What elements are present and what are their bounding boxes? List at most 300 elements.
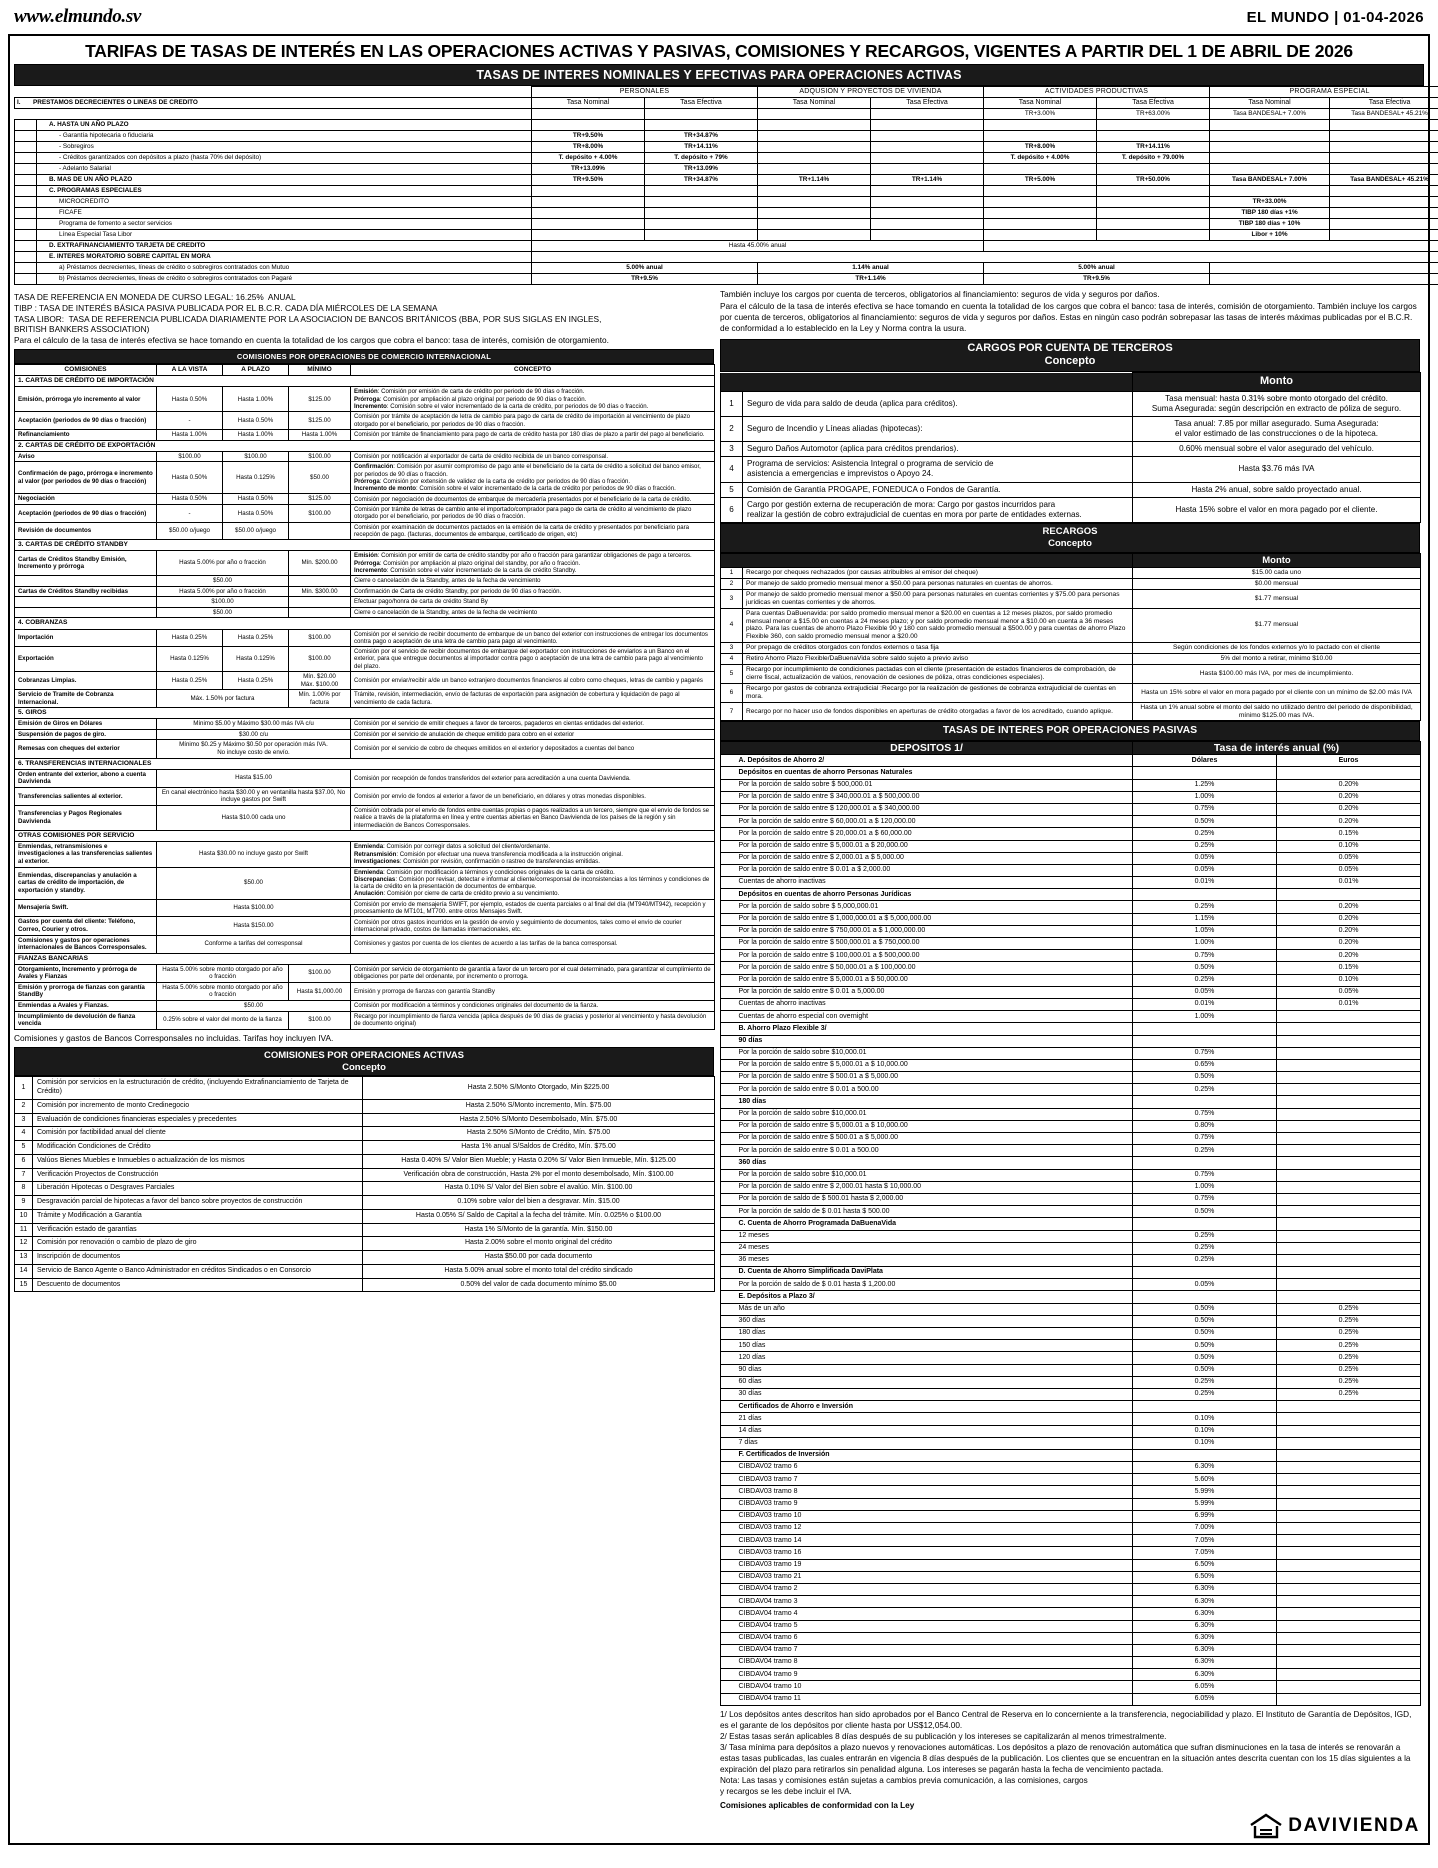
commission-concept: Emisión: Comisión por emisión de carta de crédito por periodo de 90 días o fracción. Prórroga: Comisión por ampliación al plazo original por periodo de 90 días o fracción. Incremento: Comisión sobre el valor incrementado de la carta de crédito, por periodos de 90 días o fracción. bbox=[351, 387, 715, 412]
surcharge-concept: Para cuentas DaBuenavida: por saldo promedio mensual menor a $20.00 en cuentas a 12 meses plazos, por saldo promedio mensual menor a $15.00 en cuentas a 24 meses plazo; y por saldo promedio mensual menor a $10.00 en cuenta a 36 meses plazo. Para las cuentas de ahorro Plazo Flexible 90 y 180 con saldo promedio mensual a $500.00 y para cuentas de ahorro Plazo Flexible 360, con saldo promedio mensual menor a $20.00 bbox=[743, 608, 1133, 643]
rate-cell bbox=[1330, 186, 1438, 197]
row-spacer bbox=[721, 1169, 735, 1181]
rate-cell bbox=[1097, 120, 1210, 131]
rate-eur: 0.01% bbox=[1277, 998, 1421, 1010]
row-number: 11 bbox=[15, 1223, 33, 1237]
rate-cell bbox=[871, 208, 984, 219]
row-label: C. PROGRAMAS ESPECIALES bbox=[37, 186, 532, 197]
table-row bbox=[721, 654, 1421, 665]
surcharge-concept: Por manejo de saldo promedio mensual menor a $50.00 para personas naturales en cuentas de ahorros. bbox=[743, 578, 1133, 589]
deposit-label: Por la porción de saldo sobre $ 500,000.01 bbox=[735, 779, 1133, 791]
commission-value: $50.00 bbox=[157, 867, 351, 899]
commission-concept: Comisión por incremento de monto Credinegocio bbox=[33, 1099, 363, 1113]
row-spacer bbox=[721, 1059, 735, 1071]
row-spacer bbox=[721, 1035, 735, 1047]
row-spacer bbox=[721, 950, 735, 962]
logo-area bbox=[720, 1813, 1420, 1839]
row-number: 8 bbox=[15, 1182, 33, 1196]
commission-concept: Verificación Proyectos de Construcción bbox=[33, 1168, 363, 1182]
table-row bbox=[721, 1620, 1421, 1632]
table-row bbox=[721, 1547, 1421, 1559]
rate-eur bbox=[1277, 1059, 1421, 1071]
rate-cell: TR+1.14% bbox=[758, 175, 871, 186]
row-spacer bbox=[721, 1596, 735, 1608]
subheader-nominal: Tasa Nominal bbox=[532, 98, 645, 109]
table-row bbox=[15, 164, 1438, 175]
table-row bbox=[15, 1278, 715, 1292]
commission-vista: Hasta 0.50% bbox=[157, 387, 223, 412]
rate-usd: 0.25% bbox=[1133, 1145, 1277, 1157]
rate-usd bbox=[1133, 1218, 1277, 1230]
table-row bbox=[721, 901, 1421, 913]
table-row bbox=[15, 1196, 715, 1210]
table-row bbox=[15, 841, 715, 867]
rate-eur bbox=[1277, 1486, 1421, 1498]
page-title: TARIFAS DE TASAS DE INTERÉS EN LAS OPERACIONES ACTIVAS Y PASIVAS, COMISIONES Y RECARGOS, VIGENTES A PARTIR DEL 1 DE ABRIL DE 2026 bbox=[85, 41, 1353, 61]
section-title: 2. CARTAS DE CRÉDITO DE EXPORTACIÓN bbox=[15, 440, 715, 451]
rate-eur: 0.10% bbox=[1277, 974, 1421, 986]
table-row bbox=[15, 964, 715, 982]
table-row bbox=[721, 1303, 1421, 1315]
rate-cell: TR+34.87% bbox=[645, 131, 758, 142]
rate-cell bbox=[984, 164, 1097, 175]
rate-usd: 0.10% bbox=[1133, 1437, 1277, 1449]
table-row bbox=[15, 186, 1438, 197]
rate-eur bbox=[1277, 1291, 1421, 1303]
rate-eur bbox=[1277, 1218, 1421, 1230]
surcharge-concept: Por prepago de créditos otorgados con fondos externos o tasa fija bbox=[743, 643, 1133, 654]
commission-min: $125.00 bbox=[289, 494, 351, 505]
col-comisiones: COMISIONES bbox=[15, 365, 157, 376]
commission-concept: Emisión y prorroga de fianzas con garantía StandBy bbox=[351, 982, 715, 1000]
row-spacer bbox=[721, 1620, 735, 1632]
commission-value: $100.00 bbox=[157, 597, 289, 608]
rate-cell: Tasa BANDESAL+ 45.21% bbox=[1330, 109, 1438, 120]
section-title: 4. COBRANZAS bbox=[15, 618, 715, 629]
row-label: - Créditos garantizados con depósitos a plazo (hasta 70% del depósito) bbox=[37, 153, 532, 164]
charge-amount: Tasa anual: 7.85 por millar asegurado. Suma Asegurada: el valor estimado de las construcciones o de la hipoteca. bbox=[1133, 416, 1421, 441]
rate-cell: TR+50.00% bbox=[1097, 175, 1210, 186]
surcharge-concept: Recargo por cheques rechazados (por causas atribuibles al emisor del cheque) bbox=[743, 567, 1133, 578]
row-number bbox=[15, 197, 37, 208]
table-row bbox=[15, 1182, 715, 1196]
row-spacer bbox=[721, 1559, 735, 1571]
surcharge-amount: $0.00 mensual bbox=[1133, 578, 1421, 589]
charge-amount: Hasta 2% anual, sobre saldo proyectado anual. bbox=[1133, 482, 1421, 497]
commission-min: $100.00 bbox=[289, 964, 351, 982]
rate-cell bbox=[871, 164, 984, 175]
deposit-label: 30 días bbox=[735, 1388, 1133, 1400]
reference-note-line: TASA LIBOR: TASA DE REFERENCIA PUBLICADA DIARIAMENTE POR LA ASOCIACION DE BANCOS BRITÁNICOS (BBA, POR SUS SIGLAS EN INGLES, bbox=[14, 313, 602, 324]
table-row bbox=[721, 1279, 1421, 1291]
comisiones-activas-banner bbox=[14, 1047, 714, 1077]
commission-concept: Comisión por el servicio de anulación de cheque emitido para cobro en el exterior bbox=[351, 729, 715, 740]
rate-eur: 0.15% bbox=[1277, 962, 1421, 974]
commission-min: Mín. 1.00% por factura bbox=[289, 690, 351, 708]
commission-value: Hasta $15.00 bbox=[157, 769, 351, 787]
row-spacer bbox=[721, 1096, 735, 1108]
rate-usd: 0.75% bbox=[1133, 1108, 1277, 1120]
rate-usd: 0.01% bbox=[1133, 877, 1277, 889]
table-row bbox=[721, 816, 1421, 828]
commission-amount: Hasta 2.50% S/Monto de Crédito, Mín. $75.00 bbox=[363, 1127, 715, 1141]
footnote-line: 2/ Estas tasas serán aplicables 8 días después de su publicación y los intereses se capitalizarán al menos trimestralmente. bbox=[720, 1731, 1167, 1741]
table-row bbox=[721, 589, 1421, 608]
table-row bbox=[721, 767, 1421, 779]
row-spacer bbox=[721, 1425, 735, 1437]
rate-cell bbox=[532, 197, 645, 208]
row-spacer bbox=[721, 1364, 735, 1376]
commission-plazo: Hasta 0.50% bbox=[223, 505, 289, 523]
comisiones-activas-title: COMISIONES POR OPERACIONES ACTIVAS bbox=[263, 1049, 465, 1061]
commission-value: Hasta $30.00 no incluye gasto por Swift bbox=[157, 841, 351, 867]
table-row bbox=[721, 1218, 1421, 1230]
commission-min: $100.00 bbox=[289, 647, 351, 672]
table-row bbox=[721, 578, 1421, 589]
commission-name: Emisión de Giros en Dólares bbox=[15, 719, 157, 730]
rate-usd: 6.30% bbox=[1133, 1596, 1277, 1608]
table-row bbox=[721, 852, 1421, 864]
row-spacer bbox=[721, 1230, 735, 1242]
row-number: 4 bbox=[721, 457, 743, 482]
commission-min bbox=[289, 597, 351, 608]
rate-eur bbox=[1277, 1145, 1421, 1157]
row-number: 5 bbox=[721, 482, 743, 497]
rate-cell bbox=[1330, 142, 1438, 153]
pasivas-body bbox=[721, 755, 1421, 1706]
rate-usd: 0.65% bbox=[1133, 1059, 1277, 1071]
row-spacer bbox=[721, 1303, 735, 1315]
section-row bbox=[15, 758, 715, 769]
table-row bbox=[721, 643, 1421, 654]
rate-eur bbox=[1277, 1547, 1421, 1559]
table-row bbox=[15, 1011, 715, 1029]
cargos-terceros-sub: Concepto bbox=[1044, 355, 1096, 368]
rate-eur bbox=[1277, 1023, 1421, 1035]
row-number: 2 bbox=[721, 578, 743, 589]
row-spacer bbox=[721, 962, 735, 974]
rate-usd: 6.05% bbox=[1133, 1681, 1277, 1693]
rate-eur: 0.25% bbox=[1277, 1315, 1421, 1327]
deposit-label: CIBDAV03 tramo 8 bbox=[735, 1486, 1133, 1498]
rate-cell bbox=[758, 164, 871, 175]
deposit-label: Por la porción de saldo entre $ 2,000.01 hasta $ 10,000.00 bbox=[735, 1181, 1133, 1193]
section-title: OTRAS COMISIONES POR SERVICIO bbox=[15, 830, 715, 841]
commission-min: $100.00 bbox=[289, 629, 351, 647]
rate-eur bbox=[1277, 1230, 1421, 1242]
row-number bbox=[15, 230, 37, 241]
rate-usd: 6.30% bbox=[1133, 1644, 1277, 1656]
rate-eur bbox=[1277, 1632, 1421, 1644]
row-spacer bbox=[721, 1449, 735, 1461]
table-row bbox=[15, 120, 1438, 131]
row-label: - Sobregiros bbox=[37, 142, 532, 153]
rate-cell: TR+9.5% bbox=[532, 274, 758, 285]
row-number: 6 bbox=[721, 497, 743, 522]
table-row bbox=[15, 109, 1438, 120]
rate-eur: 0.15% bbox=[1277, 828, 1421, 840]
rate-cell bbox=[1330, 120, 1438, 131]
table-row bbox=[15, 451, 715, 462]
rate-cell: TR+1.14% bbox=[758, 274, 984, 285]
commission-name: Negociación bbox=[15, 494, 157, 505]
active-rates-banner: TASAS DE INTERES NOMINALES Y EFECTIVAS PARA OPERACIONES ACTIVAS bbox=[14, 64, 1424, 86]
commission-min bbox=[289, 607, 351, 618]
table-row bbox=[15, 647, 715, 672]
rate-eur bbox=[1277, 1206, 1421, 1218]
rate-usd: 6.05% bbox=[1133, 1693, 1277, 1705]
rate-usd: 0.25% bbox=[1133, 974, 1277, 986]
table-row bbox=[15, 787, 715, 805]
site-url[interactable]: www.elmundo.sv bbox=[14, 6, 142, 27]
rate-eur bbox=[1277, 1035, 1421, 1047]
rate-eur: 0.05% bbox=[1277, 852, 1421, 864]
commission-name: Cartas de Créditos Standby recibidas bbox=[15, 586, 157, 597]
rate-usd: 0.50% bbox=[1133, 1352, 1277, 1364]
row-spacer bbox=[721, 1632, 735, 1644]
deposit-label: 180 días bbox=[735, 1328, 1133, 1340]
table-row bbox=[15, 729, 715, 740]
rate-eur bbox=[1277, 1571, 1421, 1583]
row-label: B. MAS DE UN AÑO PLAZO bbox=[37, 175, 532, 186]
rate-cell bbox=[1330, 164, 1438, 175]
commission-concept: Comisión por servicio de otorgamiento de garantía a favor de un tercero por el cual determinado, para garantizar el cumplimiento de obligaciones por parte del ordenante, por incremento o prorroga. bbox=[351, 964, 715, 982]
rate-usd: 6.30% bbox=[1133, 1608, 1277, 1620]
table-row bbox=[15, 522, 715, 540]
recargos-body bbox=[721, 567, 1421, 721]
surcharge-amount: 5% del monto a retirar, mínimo $10.00 bbox=[1133, 654, 1421, 665]
rate-cell bbox=[871, 197, 984, 208]
commission-name: Cobranzas Limpias. bbox=[15, 672, 157, 690]
deposit-label: CIBDAV03 tramo 19 bbox=[735, 1559, 1133, 1571]
row-spacer bbox=[721, 1486, 735, 1498]
rate-cell bbox=[1097, 208, 1210, 219]
comisiones-activas-body bbox=[15, 1077, 715, 1292]
commission-plazo: Hasta 0.50% bbox=[223, 412, 289, 430]
row-spacer bbox=[721, 1437, 735, 1449]
commission-plazo: $100.00 bbox=[223, 451, 289, 462]
rate-cell bbox=[871, 142, 984, 153]
col-minimo: MÍNIMO bbox=[289, 365, 351, 376]
rate-cell bbox=[984, 230, 1097, 241]
reference-notes bbox=[14, 292, 714, 345]
deposit-label: Por la porción de saldo entre $ 0.01 a $ 2,000.00 bbox=[735, 864, 1133, 876]
deposit-label: Por la porción de saldo entre $ 500.01 a $ 5,000.00 bbox=[735, 1133, 1133, 1145]
table-row bbox=[15, 1077, 715, 1100]
pasivas-col-depositos: DEPOSITOS 1/ bbox=[721, 741, 1133, 755]
table-row bbox=[721, 1242, 1421, 1254]
rate-cell bbox=[871, 120, 984, 131]
rate-usd: 0.75% bbox=[1133, 1047, 1277, 1059]
row-number: 4 bbox=[15, 1127, 33, 1141]
rate-eur: 0.01% bbox=[1277, 877, 1421, 889]
rate-cell: TR+34.87% bbox=[645, 175, 758, 186]
rate-eur bbox=[1277, 767, 1421, 779]
table-row bbox=[721, 1632, 1421, 1644]
comercio-banner: COMISIONES POR OPERACIONES DE COMERCIO INTERNACIONAL bbox=[14, 349, 714, 364]
deposit-label: Por la porción de saldo entre $ 500,000.01 a $ 750,000.00 bbox=[735, 938, 1133, 950]
rate-cell: T. depósito + 79% bbox=[645, 153, 758, 164]
comercio-footer-note: Comisiones y gastos de Bancos Corresponsales no incluidas. Tarifas hoy incluyen IVA. bbox=[14, 1032, 334, 1043]
commission-name: Revisión de documentos bbox=[15, 522, 157, 540]
rate-cell: TR+33.00% bbox=[1210, 197, 1330, 208]
rate-usd bbox=[1133, 1023, 1277, 1035]
row-number: 15 bbox=[15, 1278, 33, 1292]
row-number bbox=[15, 153, 37, 164]
row-spacer bbox=[721, 1047, 735, 1059]
table-row bbox=[721, 1084, 1421, 1096]
section-row bbox=[15, 376, 715, 387]
row-spacer bbox=[721, 1681, 735, 1693]
table-row bbox=[721, 986, 1421, 998]
rate-cell bbox=[1330, 219, 1438, 230]
rate-cell bbox=[532, 109, 645, 120]
rate-eur: 0.20% bbox=[1277, 791, 1421, 803]
deposit-label: Por la porción de saldo entre $ 340,000.01 a $ 500,000.00 bbox=[735, 791, 1133, 803]
row-label: MICROCREDITO bbox=[37, 197, 532, 208]
table-row bbox=[15, 219, 1438, 230]
row-number bbox=[15, 175, 37, 186]
rate-eur bbox=[1277, 1157, 1421, 1169]
commission-concept: Comisión por trámite de aceptación de letra de cambio para pago de carta de crédito de importación al vencimiento de plazo otorgado por el beneficiario, por periodos de 90 días o fracción. bbox=[351, 412, 715, 430]
table-row bbox=[15, 597, 715, 608]
commission-name: Cartas de Créditos Standby Emisión, Incremento y prórroga bbox=[15, 551, 157, 576]
table-row bbox=[721, 828, 1421, 840]
row-label: - Adelanto Salarial bbox=[37, 164, 532, 175]
rate-cell bbox=[1330, 230, 1438, 241]
commission-amount: Hasta 1% S/Monto de la garantía. Mín. $150.00 bbox=[363, 1223, 715, 1237]
rate-eur bbox=[1277, 1242, 1421, 1254]
deposit-label: CIBDAV03 tramo 12 bbox=[735, 1523, 1133, 1535]
commission-value: Mínimo $5.00 y Máximo $30.00 más IVA c/u bbox=[157, 719, 351, 730]
deposit-label: CIBDAV04 tramo 2 bbox=[735, 1583, 1133, 1595]
table-row bbox=[721, 1315, 1421, 1327]
row-spacer bbox=[721, 1218, 735, 1230]
row-label: Línea Especial Tasa Libor bbox=[37, 230, 532, 241]
commission-value: $50.00 bbox=[157, 607, 289, 618]
rate-eur bbox=[1277, 1608, 1421, 1620]
table-row bbox=[15, 153, 1438, 164]
rate-usd: 0.05% bbox=[1133, 864, 1277, 876]
row-number: 5 bbox=[721, 665, 743, 684]
rate-cell bbox=[984, 241, 1438, 252]
table-row bbox=[721, 1145, 1421, 1157]
rate-eur bbox=[1277, 1181, 1421, 1193]
row-number: 1 bbox=[15, 1077, 33, 1100]
rate-usd: 0.75% bbox=[1133, 950, 1277, 962]
commission-amount: Hasta $50.00 por cada documento bbox=[363, 1251, 715, 1265]
commission-concept: Comisión por el servicio de recibir documento de embarque de un banco del exterior con instrucciones de entregar los documentos contra pago o aceptación de una letra de cambio para pago al vencimiento. bbox=[351, 629, 715, 647]
deposit-label: CIBDAV04 tramo 10 bbox=[735, 1681, 1133, 1693]
commission-name: Confirmación de pago, prórroga e incremento al valor (por periodos de 90 días o fracción) bbox=[15, 462, 157, 494]
table-row bbox=[721, 1340, 1421, 1352]
rate-usd: 6.30% bbox=[1133, 1669, 1277, 1681]
row-number bbox=[15, 164, 37, 175]
commission-concept: Descuento de documentos bbox=[33, 1278, 363, 1292]
commission-name: Otorgamiento, Incremento y prórroga de Avales y Fianzas bbox=[15, 964, 157, 982]
deposit-label: Por la porción de saldo entre $ 20,000.01 a $ 60,000.00 bbox=[735, 828, 1133, 840]
deposit-label: CIBDAV03 tramo 21 bbox=[735, 1571, 1133, 1583]
row-number: 10 bbox=[15, 1209, 33, 1223]
rate-cell bbox=[1097, 131, 1210, 142]
deposit-label: CIBDAV02 tramo 6 bbox=[735, 1462, 1133, 1474]
table-row bbox=[721, 1388, 1421, 1400]
row-spacer bbox=[721, 828, 735, 840]
table-row bbox=[721, 755, 1421, 767]
deposit-label: E. Depósitos a Plazo 3/ bbox=[735, 1291, 1133, 1303]
rate-usd: 0.25% bbox=[1133, 828, 1277, 840]
row-spacer bbox=[721, 1571, 735, 1583]
table-row bbox=[721, 913, 1421, 925]
rate-usd: 0.75% bbox=[1133, 1193, 1277, 1205]
row-spacer bbox=[721, 1181, 735, 1193]
table-row bbox=[721, 877, 1421, 889]
rate-cell: TR+63.00% bbox=[1097, 109, 1210, 120]
cargos-monto-header: Monto bbox=[1133, 373, 1421, 392]
commission-concept: Verificación estado de garantías bbox=[33, 1223, 363, 1237]
rate-cell bbox=[758, 153, 871, 164]
charge-concept: Seguro de vida para saldo de deuda (aplica para créditos). bbox=[743, 391, 1133, 416]
section-row bbox=[15, 830, 715, 841]
rate-usd bbox=[1133, 1157, 1277, 1169]
commission-concept: Comisión por renovación o cambio de plazo de giro bbox=[33, 1237, 363, 1251]
rate-cell: TR+9.50% bbox=[532, 131, 645, 142]
table-row bbox=[721, 1072, 1421, 1084]
charge-amount: Hasta 15% sobre el valor en mora pagado por el cliente. bbox=[1133, 497, 1421, 522]
section-row bbox=[15, 618, 715, 629]
commission-amount: Hasta 2.00% sobre el monto original del crédito bbox=[363, 1237, 715, 1251]
table-row bbox=[15, 1168, 715, 1182]
deposit-label: Por la porción de saldo de $ 0.01 hasta $ 1,200.00 bbox=[735, 1279, 1133, 1291]
commission-amount: Verificación obra de construcción, Hasta 2% por el monto desembolsado, Mín. $100.00 bbox=[363, 1168, 715, 1182]
footnote-line: 3/ Tasa mínima para depósitos a plazo nuevos y renovaciones automáticas. Los depósitos a plazo de renovación automática que sufran disminuciones en la tasa de interés se renovarán a estas tasas publicadas, las cuales entrarán en vigencia 8 días después de la publicación. Los clientes que se encuentran en la situación antes descrita cuentan con los 15 días siguientes a la expiración del plazo para retirarlos sin penalidad alguna. Los intereses se pagarán hasta la fecha de vencimiento pactada. bbox=[720, 1743, 1411, 1775]
surcharge-amount: Hasta un 15% sobre el valor en mora pagado por el cliente con un mínimo de $2.00 más IVA bbox=[1133, 683, 1421, 702]
charge-amount: Hasta $3.76 más IVA bbox=[1133, 457, 1421, 482]
rate-cell bbox=[532, 219, 645, 230]
rate-cell bbox=[645, 197, 758, 208]
rate-eur bbox=[1277, 1072, 1421, 1084]
table-row bbox=[721, 950, 1421, 962]
deposit-label: 360 días bbox=[735, 1157, 1133, 1169]
row-label: D. EXTRAFINANCIAMIENTO TARJETA DE CREDITO bbox=[37, 241, 532, 252]
rate-cell bbox=[1210, 186, 1330, 197]
deposit-label: Por la porción de saldo entre $ 5,000.01 a $ 10,000.00 bbox=[735, 1059, 1133, 1071]
active-rates-table bbox=[14, 86, 1438, 285]
rate-usd: 5.60% bbox=[1133, 1474, 1277, 1486]
table-row bbox=[15, 1223, 715, 1237]
commission-concept: Efectuar pago/honra de carta de crédito Stand By bbox=[351, 597, 715, 608]
rate-usd: 0.25% bbox=[1133, 840, 1277, 852]
rate-usd: 0.50% bbox=[1133, 1072, 1277, 1084]
rate-usd: 0.50% bbox=[1133, 1328, 1277, 1340]
commission-concept: Confirmación: Comisión por asumir compromiso de pago ante el beneficiario de la carta de crédito a solicitud del banco emisor, por periodos de 90 días o fracción. Prórroga: Comisión por extensión de validez de la carta de crédito por periodos de 90 días o fracción. Incremento de monto: Comisión sobre el valor incrementado de la carta de crédito por periodos de 90 días o fracción. bbox=[351, 462, 715, 494]
commission-value: Conforme a tarifas del corresponsal bbox=[157, 935, 351, 953]
table-row bbox=[721, 1133, 1421, 1145]
rate-cell bbox=[532, 208, 645, 219]
active-rates-group-header bbox=[15, 87, 1438, 98]
row-spacer bbox=[721, 1120, 735, 1132]
table-row bbox=[721, 1047, 1421, 1059]
commission-concept: Comisión por examinación de documentos pactados en la emisión de la carta de crédito y presentados por beneficiario para recepción de pago. (facturas, documentos de embarque, certificado de origen, etc) bbox=[351, 522, 715, 540]
table-row bbox=[721, 391, 1421, 416]
commission-amount: Hasta 2.50% S/Monto incremento, Mín. $75.00 bbox=[363, 1099, 715, 1113]
deposit-label: CIBDAV03 tramo 9 bbox=[735, 1498, 1133, 1510]
rate-usd: 0.80% bbox=[1133, 1120, 1277, 1132]
rate-cell: Tasa BANDESAL+ 7.00% bbox=[1210, 175, 1330, 186]
commission-concept: Comisión por el servicio de cobro de cheques emitidos en el exterior y depositados a cuentas del banco bbox=[351, 740, 715, 758]
commission-concept: Comisión por envío de mensajería SWIFT, por ejemplo, estados de cuenta parciales o al final del día (MT940/MT942), recepción y procesamiento de MT101, MT700. entre otros Mensajes Swift. bbox=[351, 899, 715, 917]
commission-amount: Hasta 0.10% S/ Valor del Bien sobre el avalúo. Mín. $100.00 bbox=[363, 1182, 715, 1196]
